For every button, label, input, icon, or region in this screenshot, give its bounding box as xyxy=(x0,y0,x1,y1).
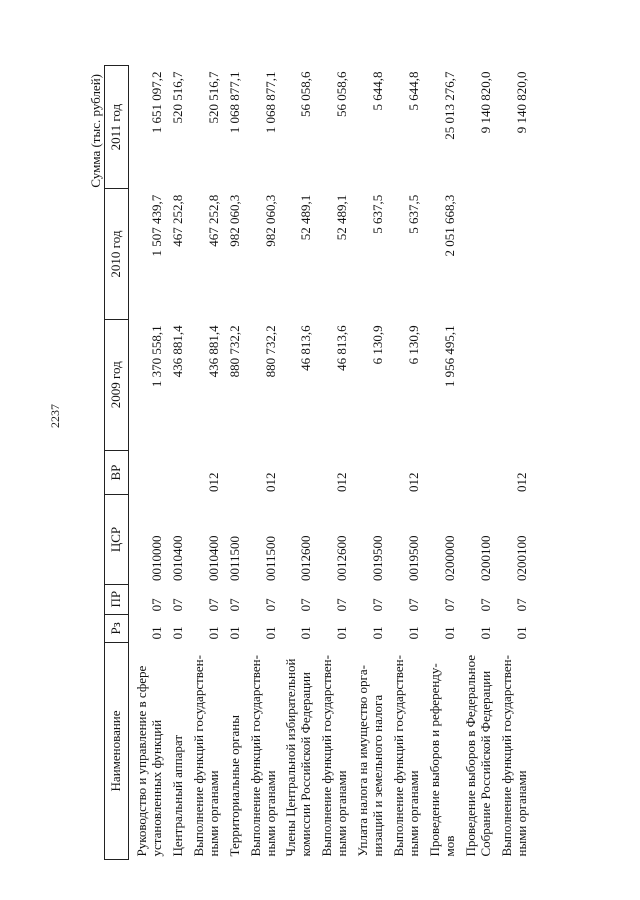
cell-pr: 07 xyxy=(148,598,164,612)
cell-vr xyxy=(128,450,164,495)
cell-name: Выполнение функций государствен-ными органами xyxy=(190,655,221,857)
cell-vr: 012 xyxy=(406,472,421,492)
cell-y2011: 9 140 820,0 xyxy=(513,71,529,134)
cell-y2009: 1 956 495,1 xyxy=(441,325,457,388)
cell-pr: 07 xyxy=(262,598,278,612)
cell-csr: 0010400 xyxy=(205,535,221,582)
cell-csr: 0011500 xyxy=(262,536,278,582)
table-row xyxy=(243,66,279,860)
cell-name: Руководство и управление в сфере установленных функций xyxy=(133,665,164,857)
cell-csr: 0200100 xyxy=(477,535,493,582)
table-row xyxy=(186,66,222,860)
cell-csr: 0012600 xyxy=(298,535,314,582)
cell-pr: 07 xyxy=(226,598,242,612)
cell-y2011: 520 516,7 xyxy=(205,71,221,124)
cell-pr: 07 xyxy=(334,598,350,612)
cell-y2009: 46 813,6 xyxy=(334,325,350,371)
cell-name: Проведение выборов и референду-мов xyxy=(426,663,457,857)
cell-y2011: 1 068 877,1 xyxy=(226,71,242,134)
cell-name: Выполнение функций государствен-ными органами xyxy=(247,655,278,857)
cell-csr: 0012600 xyxy=(334,535,350,582)
cell-y2011: 25 013 276,7 xyxy=(441,71,457,140)
cell-rz: 01 xyxy=(169,626,185,640)
cell-rz: 01 xyxy=(298,626,314,640)
cell-rz: 01 xyxy=(148,626,164,640)
table-row xyxy=(278,66,314,860)
cell-y2009: 1 370 558,1 xyxy=(148,325,164,388)
cell-rz: 01 xyxy=(226,626,242,640)
cell-vr xyxy=(165,450,186,495)
cell-csr: 0019500 xyxy=(406,535,421,582)
cell-y2010: 982 060,3 xyxy=(262,194,278,247)
cell-csr: 0010400 xyxy=(169,535,185,582)
cell-pr: 07 xyxy=(406,598,421,612)
table-row xyxy=(386,66,422,860)
cell-name: Центральный аппарат xyxy=(169,734,185,857)
cell-rz: 01 xyxy=(334,626,350,640)
cell-csr: 0200000 xyxy=(441,535,457,582)
cell-name: Выполнение функций государствен-ными органами xyxy=(498,655,529,857)
cell-name: Проведение выборов в Федеральное Собрание Российской Федерации xyxy=(462,654,493,857)
cell-name: Выполнение функций государствен-ными органами xyxy=(391,655,421,857)
cell-y2009: 880 732,2 xyxy=(226,325,242,378)
cell-y2009: 436 881,4 xyxy=(205,325,221,378)
cell-y2009: 436 881,4 xyxy=(169,325,185,378)
cell-rz: 01 xyxy=(370,626,386,640)
cell-y2010: 1 507 439,7 xyxy=(148,194,164,257)
cell-y2011: 56 058,6 xyxy=(334,71,350,117)
cell-y2011: 56 058,6 xyxy=(298,71,314,117)
col-header-rz: Рз xyxy=(105,614,129,642)
cell-y2011: 1 651 097,2 xyxy=(148,71,164,134)
cell-pr: 07 xyxy=(513,598,529,612)
page-number: 2237 xyxy=(48,404,62,428)
cell-vr xyxy=(458,450,494,495)
col-header-vr: ВР xyxy=(105,450,129,495)
cell-name: Члены Центральной избирательной комиссии Российской Федерации xyxy=(283,658,314,857)
cell-y2009 xyxy=(494,319,530,450)
cell-y2010: 467 252,8 xyxy=(169,194,185,247)
cell-pr: 07 xyxy=(441,598,457,612)
cell-y2011: 5 644,8 xyxy=(370,71,386,111)
cell-y2010: 52 489,1 xyxy=(298,194,314,241)
col-header-2011: 2011 год xyxy=(105,66,129,189)
cell-pr: 07 xyxy=(205,598,221,612)
cell-vr: 012 xyxy=(205,472,221,492)
cell-name: Территориальные органы xyxy=(226,715,242,857)
cell-csr: 0019500 xyxy=(370,535,386,582)
cell-y2009: 6 130,9 xyxy=(406,325,421,365)
cell-y2009: 6 130,9 xyxy=(370,325,386,365)
cell-y2010: 52 489,1 xyxy=(334,194,350,241)
cell-rz: 01 xyxy=(262,626,278,640)
cell-vr: 012 xyxy=(513,472,529,492)
cell-rz: 01 xyxy=(477,626,493,640)
cell-csr: 0200100 xyxy=(513,535,529,582)
cell-y2010: 2 051 668,3 xyxy=(441,194,457,257)
budget-table-page xyxy=(88,60,568,860)
cell-name: Уплата налога на имущество орга-низаций и земельного налога xyxy=(355,665,386,857)
table-row xyxy=(314,66,350,860)
table-row xyxy=(458,66,494,860)
table-body xyxy=(128,66,529,860)
cell-vr xyxy=(350,450,386,495)
cell-y2010: 5 637,5 xyxy=(406,194,421,234)
col-header-2010: 2010 год xyxy=(105,189,129,320)
cell-rz: 01 xyxy=(406,626,421,640)
cell-rz: 01 xyxy=(205,626,221,640)
table-row xyxy=(222,66,243,860)
cell-y2010: 982 060,3 xyxy=(226,194,242,247)
col-header-pr: ПР xyxy=(105,584,129,614)
col-header-csr: ЦСР xyxy=(105,495,129,584)
cell-y2010: 5 637,5 xyxy=(370,194,386,234)
unit-note: Сумма (тыс. рублей) xyxy=(88,74,103,188)
cell-rz: 01 xyxy=(441,626,457,640)
cell-pr: 07 xyxy=(298,598,314,612)
cell-vr: 012 xyxy=(334,472,350,492)
cell-y2009: 46 813,6 xyxy=(298,325,314,371)
cell-csr: 0010000 xyxy=(148,535,164,582)
cell-rz: 01 xyxy=(513,626,529,640)
cell-pr: 07 xyxy=(477,598,493,612)
cell-y2010: 467 252,8 xyxy=(205,194,221,247)
header-row xyxy=(105,66,129,860)
col-header-name: Наименование xyxy=(105,642,129,859)
cell-y2011: 520 516,7 xyxy=(169,71,185,124)
cell-pr: 07 xyxy=(169,598,185,612)
col-header-2009: 2009 год xyxy=(105,319,129,450)
table-row xyxy=(494,66,530,860)
cell-y2011: 9 140 820,0 xyxy=(477,71,493,134)
cell-csr: 0011500 xyxy=(226,536,242,582)
table-row xyxy=(165,66,186,860)
cell-y2011: 1 068 877,1 xyxy=(262,71,278,134)
cell-vr: 012 xyxy=(262,472,278,492)
table-row xyxy=(350,66,386,860)
cell-y2010 xyxy=(494,189,530,320)
cell-y2011: 5 644,8 xyxy=(406,71,421,111)
cell-vr xyxy=(422,450,458,495)
table-row xyxy=(422,66,458,860)
cell-pr: 07 xyxy=(370,598,386,612)
cell-name: Выполнение функций государствен-ными органами xyxy=(319,655,350,857)
cell-y2009: 880 732,2 xyxy=(262,325,278,378)
cell-y2009 xyxy=(458,319,494,450)
cell-vr xyxy=(278,450,314,495)
budget-table xyxy=(104,65,530,860)
cell-y2010 xyxy=(458,189,494,320)
cell-vr xyxy=(222,450,243,495)
table-row xyxy=(128,66,164,860)
